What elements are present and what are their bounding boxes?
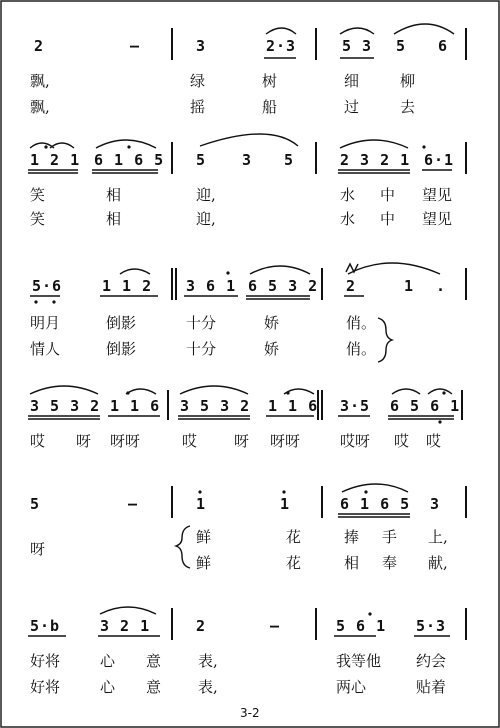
lyric: 娇 [264,314,280,332]
note-group: . [436,277,447,295]
lyric: 意 [146,678,162,696]
note-dash: — [128,495,139,513]
note-group: 6 5 6 1 [390,397,461,415]
lyric: 呀呀 [270,432,301,450]
lyric: 手 [382,528,398,546]
lyric: 十分 [186,314,217,332]
note-group: 6·1 [424,151,455,169]
lyric: 笑 [30,186,46,204]
note-group: 2 [196,617,207,635]
lyric: 绿 [190,72,206,90]
lyric: 好将 [30,652,61,670]
lyric: 中 [380,186,396,204]
lyric: 相 [106,186,122,204]
note-group: 1 1 2 [102,277,153,295]
note-group: 3·5 [340,397,371,415]
note-group: 5·b [30,617,61,635]
lyric: 呀 [76,432,92,450]
lyric: 飘, [30,72,50,90]
note-group: 2 [34,37,45,55]
note-group: 1 [196,495,207,513]
lyric: 鲜 [196,528,212,546]
lyric: 摇 [190,98,206,116]
note-group: 5 3 [342,37,373,55]
lyric: 树 [262,72,278,90]
lyric: 倒影 [106,314,137,332]
lyric: 花 [286,554,302,572]
lyric: 明月 [30,314,61,332]
lyric: 相 [344,554,360,572]
lyric: 哎 [426,432,442,450]
note-group: 3 5 3 2 [30,397,101,415]
note-group: 5 [396,37,407,55]
lyric: 细 [344,72,360,90]
lyric: 中 [380,210,396,228]
lyric: 呀呀 [110,432,141,450]
lyric: 哎 [30,432,46,450]
lyric: 哎 [394,432,410,450]
lyric: 哎 [182,432,198,450]
lyric: 飘, [30,98,50,116]
note-group: 3 2 1 [100,617,151,635]
lyric: 望见 [422,186,453,204]
note-group: 5 [284,151,295,169]
note-dash: — [270,617,281,635]
note-group: 6 1 6 5 [94,151,165,169]
note-group: 1 1 6 [268,397,319,415]
lyric: 心 [100,678,116,696]
note-group: 5 6 1 [336,617,387,635]
lyric: 上, [428,528,448,546]
lyric: 十分 [186,340,217,358]
note-group: 3 [242,151,253,169]
lyric: 捧 [344,528,360,546]
lyric: 船 [262,98,278,116]
lyric: 表, [198,652,218,670]
note-group: 5 [30,495,41,513]
note-group: 1 [280,495,291,513]
lyric: 献, [428,554,448,572]
note-dash: — [130,37,141,55]
lyric: 约会 [416,652,447,670]
lyric: 呀 [234,432,250,450]
lyric: 花 [286,528,302,546]
note-group: 6 [438,37,449,55]
lyric: 迎, [196,210,216,228]
lyric: 呀 [30,540,46,558]
lyric: 哎呀 [340,432,371,450]
lyric: 我等他 [336,652,382,670]
note-group: 5·3 [416,617,447,635]
lyric: 好将 [30,678,61,696]
note-group: 6 5 3 2 [248,277,319,295]
lyric: 去 [400,98,416,116]
lyric: 两心 [336,678,367,696]
note-group: 3 [430,495,441,513]
page-number: 3-2 [240,706,260,720]
lyric: 柳 [400,72,416,90]
note-group: 3 5 3 2 [180,397,251,415]
lyric: 笑 [30,210,46,228]
lyric: 意 [146,652,162,670]
lyric: 俏。 [346,314,377,332]
lyric: 迎, [196,186,216,204]
lyric: 水 [340,210,356,228]
lyric: 娇 [264,340,280,358]
lyric: 表, [198,678,218,696]
note-group: 3 [196,37,207,55]
lyric: 奉 [382,554,398,572]
note-group: 2·3 [266,37,297,55]
lyric: 俏。 [346,340,377,358]
lyric: 心 [100,652,116,670]
note-group: 2 3 2 1 [340,151,411,169]
lyric: 望见 [422,210,453,228]
note-group: 1 [404,277,415,295]
lyric: 倒影 [106,340,137,358]
note-group: 5 [196,151,207,169]
note-group: 2 [346,277,357,295]
note-group: 5·6 [32,277,63,295]
lyric: 鲜 [196,554,212,572]
lyric: 过 [344,98,360,116]
note-group: 1 1 6 [110,397,161,415]
lyric: 贴着 [416,678,447,696]
note-group: 3 6 1 [186,277,237,295]
note-group: 1 2 1 [30,151,81,169]
lyric: 情人 [30,340,61,358]
lyric: 水 [340,186,356,204]
note-group: 6 1 6 5 [340,495,411,513]
lyric: 相 [106,210,122,228]
